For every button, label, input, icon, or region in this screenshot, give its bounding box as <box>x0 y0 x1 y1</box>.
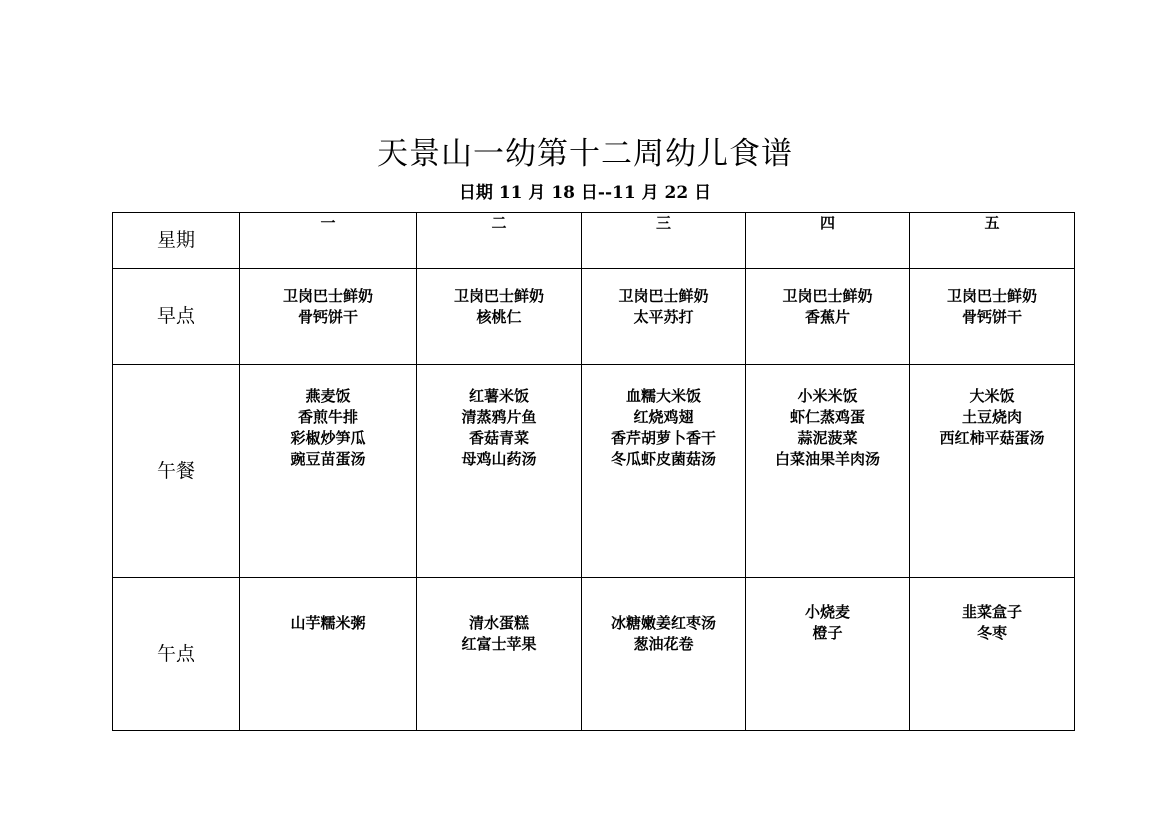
menu-item: 骨钙饼干 <box>961 308 1022 326</box>
header-row <box>113 213 1075 269</box>
menu-cell <box>240 578 417 731</box>
menu-item: 卫岗巴士鲜奶 <box>282 287 373 305</box>
menu-item: 冬瓜虾皮菌菇汤 <box>610 450 716 468</box>
menu-item: 红薯米饭 <box>468 387 529 405</box>
menu-cell <box>582 365 746 578</box>
menu-item: 卫岗巴士鲜奶 <box>782 287 873 305</box>
meal-label-snack: 午点 <box>113 578 240 731</box>
menu-item: 清水蛋糕 <box>468 614 529 632</box>
menu-item: 橙子 <box>812 624 843 642</box>
table-row-breakfast <box>113 269 1075 365</box>
date-range: 日期 11 月 18 日--11 月 22 日 <box>458 183 712 203</box>
table-row-lunch <box>113 365 1075 578</box>
menu-item: 葱油花卷 <box>633 635 694 653</box>
menu-item: 山芋糯米粥 <box>290 614 366 632</box>
menu-item: 香芹胡萝卜香干 <box>610 429 716 447</box>
menu-item: 土豆烧肉 <box>961 408 1022 426</box>
day-header-wed: 三 <box>582 213 746 269</box>
menu-item: 母鸡山药汤 <box>461 450 537 468</box>
day-header-mon: 一 <box>240 213 417 269</box>
menu-item: 红烧鸡翅 <box>633 408 694 426</box>
menu-cell <box>417 578 582 731</box>
menu-cell <box>910 269 1075 365</box>
menu-cell <box>417 365 582 578</box>
menu-item: 虾仁蒸鸡蛋 <box>789 408 865 426</box>
weekday-header-label: 星期 <box>113 213 240 269</box>
menu-item: 香菇青菜 <box>468 429 529 447</box>
menu-item: 红富士苹果 <box>461 635 537 653</box>
weekly-menu-table <box>112 212 1075 731</box>
menu-item: 骨钙饼干 <box>297 308 358 326</box>
menu-cell <box>417 269 582 365</box>
menu-item: 太平苏打 <box>633 308 694 326</box>
menu-item: 香煎牛排 <box>297 408 358 426</box>
menu-item: 卫岗巴士鲜奶 <box>946 287 1037 305</box>
meal-label-lunch: 午餐 <box>113 365 240 578</box>
menu-item: 冬枣 <box>976 624 1007 642</box>
menu-item: 小烧麦 <box>804 603 850 621</box>
menu-cell <box>240 269 417 365</box>
menu-item: 豌豆苗蛋汤 <box>290 450 366 468</box>
menu-item: 卫岗巴士鲜奶 <box>453 287 544 305</box>
day-header-thu: 四 <box>746 213 910 269</box>
menu-cell <box>746 269 910 365</box>
menu-item: 彩椒炒笋瓜 <box>290 429 366 447</box>
day-header-tue: 二 <box>417 213 582 269</box>
menu-item: 冰糖嫩姜红枣汤 <box>610 614 716 632</box>
menu-cell <box>582 269 746 365</box>
page-title: 天景山一幼第十二周幼儿食谱 <box>377 136 793 172</box>
menu-item: 核桃仁 <box>476 308 522 326</box>
menu-item: 韭菜盒子 <box>961 603 1022 621</box>
menu-item: 香蕉片 <box>804 308 850 326</box>
menu-item: 大米饭 <box>969 387 1015 405</box>
menu-item: 蒜泥菠菜 <box>797 429 858 447</box>
menu-cell <box>746 578 910 731</box>
menu-item: 卫岗巴士鲜奶 <box>618 287 709 305</box>
menu-item: 血糯大米饭 <box>625 387 701 405</box>
table-row-snack <box>113 578 1075 731</box>
menu-cell <box>582 578 746 731</box>
menu-item: 白菜油果羊肉汤 <box>774 450 880 468</box>
meal-label-breakfast: 早点 <box>113 269 240 365</box>
menu-item: 燕麦饭 <box>305 387 351 405</box>
menu-cell <box>240 365 417 578</box>
menu-cell <box>910 578 1075 731</box>
menu-item: 清蒸鸦片鱼 <box>461 408 537 426</box>
menu-item: 小米米饭 <box>797 387 858 405</box>
menu-cell <box>746 365 910 578</box>
day-header-fri: 五 <box>910 213 1075 269</box>
menu-item: 西红柿平菇蛋汤 <box>939 429 1045 447</box>
menu-cell <box>910 365 1075 578</box>
